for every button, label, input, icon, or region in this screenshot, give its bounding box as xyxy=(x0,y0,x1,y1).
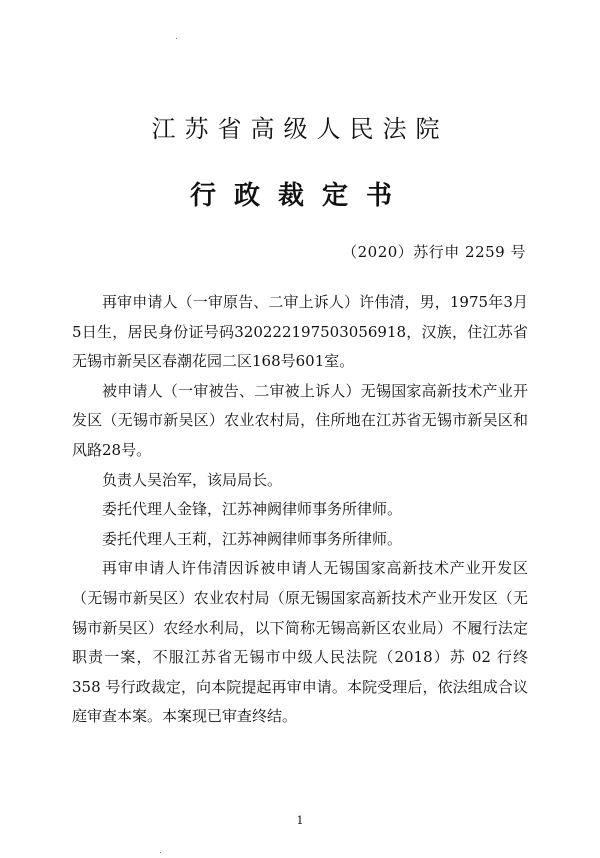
paragraph-applicant: 再审申请人（一审原告、二审上诉人）许伟清，男，1975年3月5日生，居民身份证号码320222197503056918，汉族，住江苏省无锡市新吴区春潮花园二区168号601室。 xyxy=(72,293,528,371)
paragraph-responsible-person: 负责人吴治军，该局局长。 xyxy=(102,470,283,489)
paragraph-case-summary: 再审申请人许伟清因诉被申请人无锡国家高新技术产业开发区（无锡市新吴区）农业农村局（原无锡国家高新技术产业开发区（无锡市新吴区）农经水利局，以下简称无锡高新区农业局）不履行法定职责一案，不服江苏省无锡市中级人民法院（2018）苏 02 行终 358 号行政裁定，向本院提起再审申请。本院受理后，依法组成合议庭审查本案。本案现已审查终结。 xyxy=(72,559,528,726)
document-type-title: 行政裁定书 xyxy=(189,181,410,211)
case-number: （2020）苏行申 2259 号 xyxy=(342,243,526,261)
scan-speck xyxy=(176,38,177,39)
court-name: 江苏省高级人民法院 xyxy=(151,115,449,143)
paragraph-agent-2: 委托代理人王莉，江苏神阙律师事务所律师。 xyxy=(102,529,403,548)
document-body xyxy=(72,288,528,732)
paragraph-agent-1: 委托代理人金锋，江苏神阙律师事务所律师。 xyxy=(102,500,403,519)
page-number: 1 xyxy=(296,814,304,827)
paragraph-respondent: 被申请人（一审被告、二审被上诉人）无锡国家高新技术产业开发区（无锡市新吴区）农业农村局，住所地在江苏省无锡市新吴区和风路28号。 xyxy=(72,381,528,459)
scan-speck xyxy=(160,852,161,853)
